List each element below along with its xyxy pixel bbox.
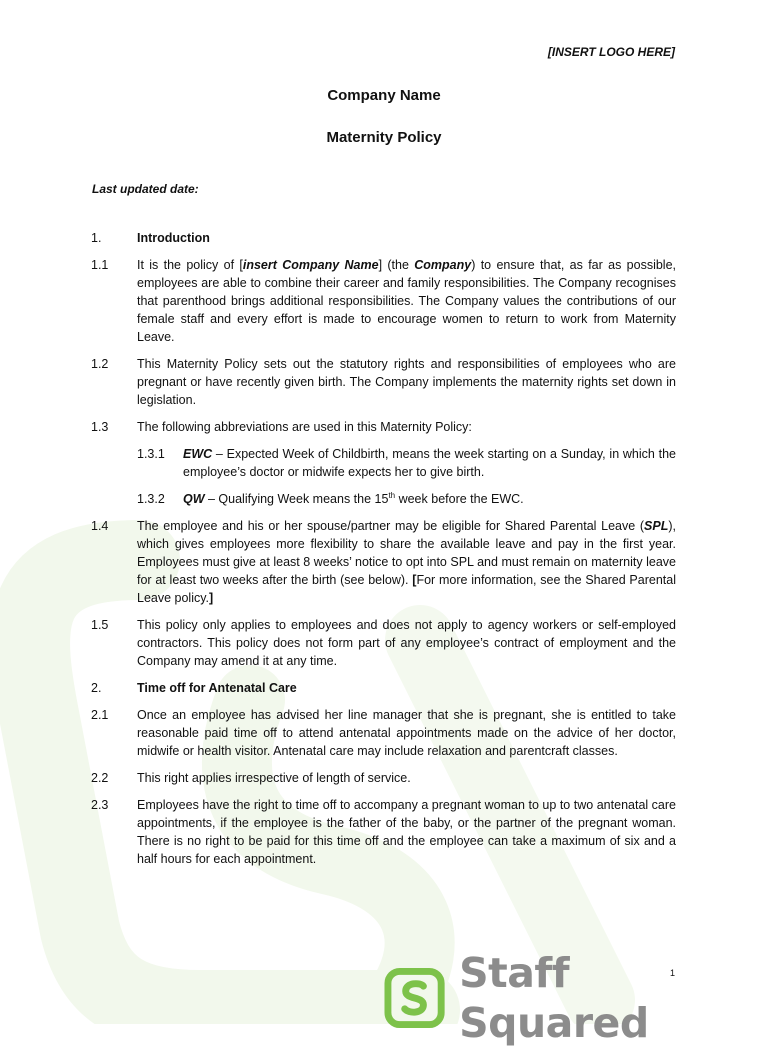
- section-1-heading: [91, 229, 676, 247]
- clause-number: 1.3.2: [137, 492, 165, 506]
- clause-1-5: [91, 616, 676, 670]
- clause-1-1: [91, 256, 676, 346]
- company-name: Company Name: [327, 87, 441, 104]
- clause-1-3-2: [137, 490, 676, 508]
- policy-title: Maternity Policy: [326, 129, 442, 146]
- section-number: 1.: [91, 231, 102, 245]
- clause-2-3: [91, 796, 676, 868]
- clause-2-1: [91, 706, 676, 760]
- clause-1-3-1: [137, 445, 676, 481]
- clause-text: It is the policy of [insert Company Name] (the Company) to ensure that, as far as possible, employees are able to combine their career and family responsibilities. The Company recognises that parenthood brings additional responsibilities. The Company values the contributions of our female staff and every effort is made to encourage women to return to work from Maternity Leave.: [137, 258, 676, 344]
- clause-number: 1.1: [91, 258, 109, 272]
- clause-text: This right applies irrespective of length of service.: [137, 771, 411, 785]
- clause-2-2: [91, 769, 676, 787]
- clause-1-2: [91, 355, 676, 409]
- logo-placeholder: [INSERT LOGO HERE]: [547, 45, 675, 59]
- clause-number: 2.3: [91, 798, 109, 812]
- clause-number: 1.3: [91, 420, 109, 434]
- clause-text: Employees have the right to time off to accompany a pregnant woman to up to two antenatal care appointments, if the employee is the father of the baby, or the partner of the pregnant woman. There is no right to be paid for this time off and the employee can take a maximum of six and a half hours for each appointment.: [137, 798, 676, 866]
- section-2-heading: [91, 679, 676, 697]
- clause-text: Once an employee has advised her line manager that she is pregnant, she is entitled to take reasonable paid time off to attend antenatal appointments made on the advice of her doctor, midwife or health visitor. Antenatal care may include relaxation and parentcraft classes.: [137, 708, 676, 758]
- clause-number: 1.5: [91, 618, 109, 632]
- last-updated-label: Last updated date:: [92, 182, 199, 196]
- clause-text: This policy only applies to employees and does not apply to agency workers or self-employed contractors. This policy does not form part of any employee’s contract of employment and the Company may amend it at any time.: [137, 618, 676, 668]
- clause-number: 2.2: [91, 771, 109, 785]
- clause-text: This Maternity Policy sets out the statutory rights and responsibilities of employees who are pregnant or have recently given birth. The Company implements the maternity rights set down in legislation.: [137, 357, 676, 407]
- page-number: 1: [670, 968, 676, 978]
- staff-squared-logo-icon: [384, 967, 445, 1029]
- section-number: 2.: [91, 681, 102, 695]
- clause-1-3: [91, 418, 676, 436]
- clause-number: 1.3.1: [137, 447, 165, 461]
- clause-number: 1.2: [91, 357, 109, 371]
- brand-name: Staff Squared: [459, 949, 649, 1047]
- clause-text: QW – Qualifying Week means the 15th week before the EWC.: [183, 490, 524, 506]
- clause-number: 1.4: [91, 519, 109, 533]
- clause-number: 2.1: [91, 708, 109, 722]
- section-title: Time off for Antenatal Care: [137, 681, 297, 695]
- policy-body: [91, 229, 676, 877]
- clause-text: The employee and his or her spouse/partner may be eligible for Shared Parental Leave (SPL), which gives employees more flexibility to share the available leave and pay in the first year. Employees must give at least 8 weeks’ notice to opt into SPL and must remain on maternity leave for at least two weeks after the birth (see below). [For more information, see the Shared Parental Leave policy.]: [137, 519, 676, 605]
- clause-text: The following abbreviations are used in this Maternity Policy:: [137, 420, 472, 434]
- staff-squared-brand: [384, 948, 768, 1048]
- clause-1-4: [91, 517, 676, 607]
- section-title: Introduction: [137, 231, 210, 245]
- clause-text: EWC – Expected Week of Childbirth, means the week starting on a Sunday, in which the employee’s doctor or midwife expects her to give birth.: [183, 447, 676, 479]
